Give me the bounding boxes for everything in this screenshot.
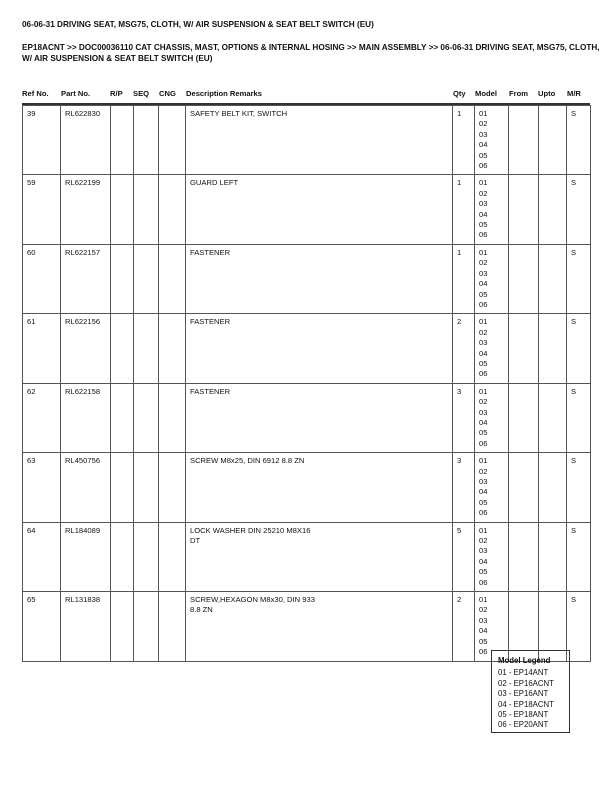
model-code: 06 xyxy=(479,577,488,587)
from-cell xyxy=(509,383,539,452)
model-code: 02 xyxy=(479,327,488,337)
qty: 5 xyxy=(453,522,475,591)
description xyxy=(186,314,453,383)
seq-cell xyxy=(134,314,159,383)
ref-no: 61 xyxy=(23,314,61,383)
table-row xyxy=(23,106,591,175)
breadcrumb: EP18ACNT >> DOC00036110 CAT CHASSIS, MAST, OPTIONS & INTERNAL HOSING >> MAIN ASSEMBLY >> 06-06-31 DRIVING SEAT, MSG75, CLOTH, W/ AIR SUSPENSION & SEAT BELT SWITCH (EU) xyxy=(22,43,600,63)
part-no: RL131838 xyxy=(61,592,111,661)
description xyxy=(186,244,453,313)
part-no: RL622157 xyxy=(61,244,111,313)
seq-cell xyxy=(134,244,159,313)
header-model: Model xyxy=(475,89,497,98)
model-code: 01 xyxy=(479,247,488,257)
from-cell xyxy=(509,522,539,591)
legend-title: Model Legend xyxy=(498,656,551,665)
rp-cell xyxy=(111,106,134,175)
seq-cell xyxy=(134,106,159,175)
parts-table xyxy=(22,105,591,662)
model-code: 03 xyxy=(479,199,488,209)
model-code: 04 xyxy=(479,209,488,219)
description-text: FASTENER xyxy=(190,317,231,327)
model-code: 02 xyxy=(479,258,488,268)
model-code: 05 xyxy=(479,428,488,438)
models xyxy=(475,314,509,383)
model-code: 05 xyxy=(479,358,488,368)
model-code: 01 xyxy=(479,317,488,327)
part-no: RL184089 xyxy=(61,522,111,591)
table-row xyxy=(23,314,591,383)
legend-item: 03 - EP16ANT xyxy=(498,689,549,699)
table-row xyxy=(23,453,591,522)
model-code: 04 xyxy=(479,626,488,636)
cng-cell xyxy=(159,314,186,383)
part-no: RL622156 xyxy=(61,314,111,383)
header-ref: Ref No. xyxy=(22,89,49,98)
seq-cell xyxy=(134,175,159,244)
model-code: 04 xyxy=(479,417,488,427)
model-code: 06 xyxy=(479,647,488,657)
ref-no: 62 xyxy=(23,383,61,452)
model-legend xyxy=(491,650,570,733)
cng-cell xyxy=(159,244,186,313)
ref-no: 39 xyxy=(23,106,61,175)
description-text: SCREW M8x25, DIN 6912 8.8 ZN xyxy=(190,456,305,466)
legend-item: 01 - EP14ANT xyxy=(498,668,549,678)
cng-cell xyxy=(159,592,186,661)
mr: S xyxy=(567,244,591,313)
from-cell xyxy=(509,106,539,175)
header-qty: Qty xyxy=(453,89,466,98)
rp-cell xyxy=(111,244,134,313)
table-row xyxy=(23,383,591,452)
legend-item: 04 - EP18ACNT xyxy=(498,699,554,709)
qty: 1 xyxy=(453,106,475,175)
model-code: 01 xyxy=(479,456,488,466)
description xyxy=(186,522,453,591)
model-code: 05 xyxy=(479,567,488,577)
qty: 1 xyxy=(453,244,475,313)
model-code: 06 xyxy=(479,438,488,448)
description xyxy=(186,175,453,244)
model-code: 03 xyxy=(479,129,488,139)
rp-cell xyxy=(111,522,134,591)
model-code: 06 xyxy=(479,299,488,309)
model-code: 04 xyxy=(479,556,488,566)
model-code: 03 xyxy=(479,338,488,348)
model-code: 02 xyxy=(479,119,488,129)
rp-cell xyxy=(111,314,134,383)
cng-cell xyxy=(159,175,186,244)
ref-no: 63 xyxy=(23,453,61,522)
rp-cell xyxy=(111,592,134,661)
mr: S xyxy=(567,383,591,452)
rp-cell xyxy=(111,453,134,522)
cng-cell xyxy=(159,522,186,591)
models xyxy=(475,383,509,452)
model-code: 05 xyxy=(479,220,488,230)
upto-cell xyxy=(539,314,567,383)
rp-cell xyxy=(111,383,134,452)
header-seq: SEQ xyxy=(133,89,150,98)
header-rp: R/P xyxy=(110,89,123,98)
description-text: LOCK WASHER DIN 25210 M8X16 DT xyxy=(190,525,311,546)
qty: 2 xyxy=(453,592,475,661)
part-no: RL622158 xyxy=(61,383,111,452)
models xyxy=(475,522,509,591)
model-code: 04 xyxy=(479,140,488,150)
header-part: Part No. xyxy=(61,89,91,98)
cng-cell xyxy=(159,106,186,175)
ref-no: 64 xyxy=(23,522,61,591)
upto-cell xyxy=(539,383,567,452)
legend-item: 05 - EP18ANT xyxy=(498,710,549,720)
mr: S xyxy=(567,453,591,522)
qty: 1 xyxy=(453,175,475,244)
models xyxy=(475,244,509,313)
part-no: RL622199 xyxy=(61,175,111,244)
description xyxy=(186,453,453,522)
legend-item: 02 - EP16ACNT xyxy=(498,678,554,688)
mr: S xyxy=(567,314,591,383)
models xyxy=(475,175,509,244)
ref-no: 59 xyxy=(23,175,61,244)
model-code: 03 xyxy=(479,268,488,278)
part-no: RL622830 xyxy=(61,106,111,175)
ref-no: 60 xyxy=(23,244,61,313)
description-text: SCREW,HEXAGON M8x30, DIN 933 8.8 ZN xyxy=(190,595,315,615)
description-text: FASTENER xyxy=(190,386,231,396)
model-code: 01 xyxy=(479,525,488,535)
description xyxy=(186,383,453,452)
model-code: 02 xyxy=(479,188,488,198)
upto-cell xyxy=(539,175,567,244)
model-code: 04 xyxy=(479,348,488,358)
cng-cell xyxy=(159,453,186,522)
rp-cell xyxy=(111,175,134,244)
seq-cell xyxy=(134,592,159,661)
from-cell xyxy=(509,314,539,383)
model-code: 01 xyxy=(479,109,488,118)
model-code: 02 xyxy=(479,605,488,615)
from-cell xyxy=(509,453,539,522)
description-text: GUARD LEFT xyxy=(190,178,239,188)
model-code: 05 xyxy=(479,289,488,299)
model-code: 01 xyxy=(479,386,488,396)
model-code: 05 xyxy=(479,497,488,507)
models xyxy=(475,106,509,175)
model-code: 04 xyxy=(479,487,488,497)
table-row xyxy=(23,244,591,313)
cng-cell xyxy=(159,383,186,452)
header-cng: CNG xyxy=(159,89,176,98)
model-code: 02 xyxy=(479,397,488,407)
ref-no: 65 xyxy=(23,592,61,661)
seq-cell xyxy=(134,522,159,591)
mr: S xyxy=(567,175,591,244)
model-code: 03 xyxy=(479,615,488,625)
description-text: FASTENER xyxy=(190,247,231,257)
model-code: 06 xyxy=(479,161,488,171)
seq-cell xyxy=(134,453,159,522)
upto-cell xyxy=(539,453,567,522)
header-mr: M/R xyxy=(567,89,581,98)
upto-cell xyxy=(539,244,567,313)
header-desc: Description Remarks xyxy=(186,89,262,98)
header-from: From xyxy=(509,89,528,98)
qty: 2 xyxy=(453,314,475,383)
model-code: 04 xyxy=(479,279,488,289)
model-code: 01 xyxy=(479,595,488,605)
seq-cell xyxy=(134,383,159,452)
description-text: SAFETY BELT KIT, SWITCH xyxy=(190,109,288,118)
description xyxy=(186,106,453,175)
qty: 3 xyxy=(453,383,475,452)
from-cell xyxy=(509,244,539,313)
table-row xyxy=(23,522,591,591)
model-code: 06 xyxy=(479,508,488,518)
model-code: 02 xyxy=(479,466,488,476)
model-code: 06 xyxy=(479,230,488,240)
mr: S xyxy=(567,592,591,661)
upto-cell xyxy=(539,106,567,175)
qty: 3 xyxy=(453,453,475,522)
model-code: 01 xyxy=(479,178,488,188)
models xyxy=(475,453,509,522)
model-code: 05 xyxy=(479,636,488,646)
mr: S xyxy=(567,522,591,591)
model-code: 03 xyxy=(479,477,488,486)
page-title: 06-06-31 DRIVING SEAT, MSG75, CLOTH, W/ AIR SUSPENSION & SEAT BELT SWITCH (EU) xyxy=(22,20,374,29)
model-code: 05 xyxy=(479,150,488,160)
description xyxy=(186,592,453,661)
mr: S xyxy=(567,106,591,175)
model-code: 02 xyxy=(479,536,488,546)
model-code: 06 xyxy=(479,369,488,379)
table-row xyxy=(23,175,591,244)
model-code: 03 xyxy=(479,407,488,417)
header-upto: Upto xyxy=(538,89,556,98)
model-code: 03 xyxy=(479,546,488,556)
upto-cell xyxy=(539,522,567,591)
from-cell xyxy=(509,175,539,244)
legend-item: 06 - EP20ANT xyxy=(498,720,549,730)
part-no: RL450756 xyxy=(61,453,111,522)
